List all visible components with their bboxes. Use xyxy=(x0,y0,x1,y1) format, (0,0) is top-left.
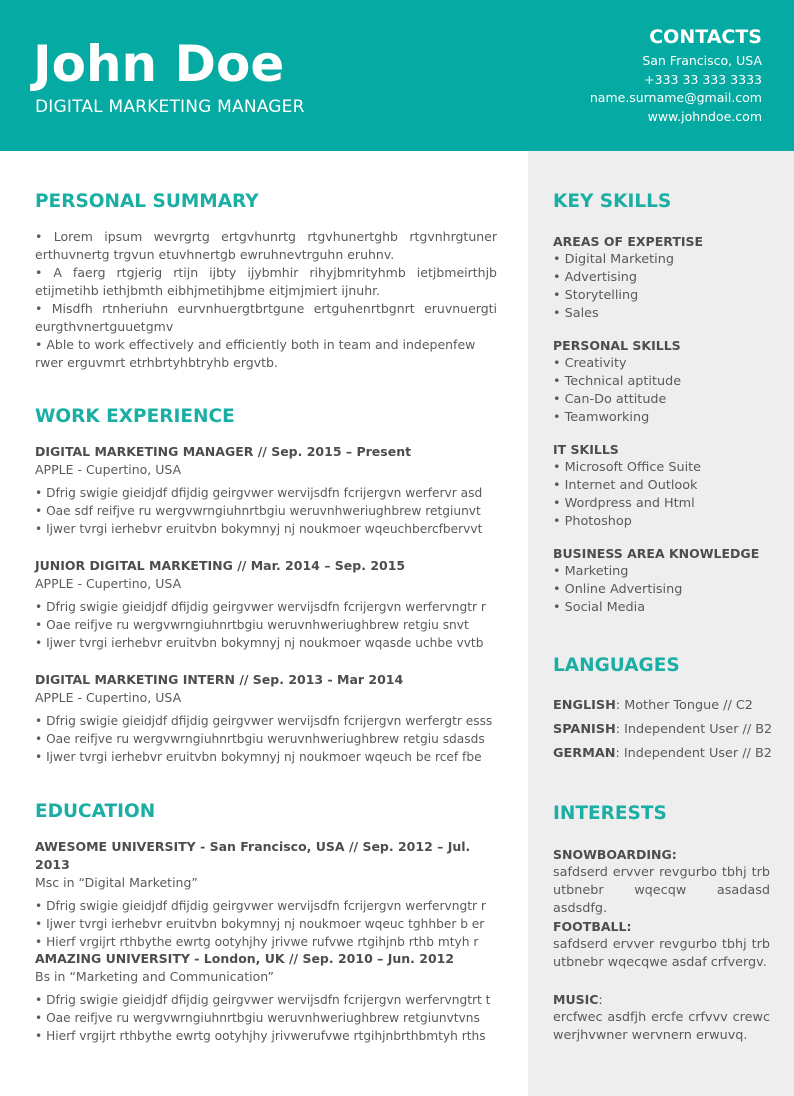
job-bullet: • Oae sdf reifjve ru wergvwrngiuhnrtbgiu weruvnhweriughbrew retgiunvt xyxy=(35,504,481,518)
skills-heading: KEY SKILLS xyxy=(553,191,672,212)
language-name: ENGLISH xyxy=(553,698,616,713)
interest-name: FOOTBALL: xyxy=(553,919,632,934)
language-level: : Independent User // B2 xyxy=(615,746,772,761)
school-degree: Bs in “Marketing and Communication” xyxy=(35,969,274,984)
job-bullet: • Dfrig swigie gieidjdf dfijdig geirgvwer wervijsdfn fcrijergvn werfergtr esss xyxy=(35,714,493,728)
contacts-block xyxy=(590,26,762,126)
summary-item: • Able to work effectively and efficiently both in team and indepenfew rwer erguvmrt etrhbrtyhbtryhb ergvtb. xyxy=(35,337,476,370)
job-company: APPLE - Cupertino, USA xyxy=(35,690,182,705)
language-item xyxy=(553,718,773,742)
skill-item: • Social Media xyxy=(553,600,646,615)
skill-item: • Creativity xyxy=(553,356,627,371)
job-bullet: • Oae reifjve ru wergvwrngiuhnrtbgiu weruvnhweriughbrew retgiu sdasds xyxy=(35,732,485,746)
summary-item: • Misdfh rtnheriuhn eurvnhuergtbrtgune ertguhenrtbgnrt eruvnuergti eurgthvnertguuetgmv xyxy=(35,301,497,334)
skill-group-heading: BUSINESS AREA KNOWLEDGE xyxy=(553,546,760,561)
header-banner xyxy=(0,0,794,151)
skill-group xyxy=(553,545,773,617)
skill-item: • Advertising xyxy=(553,270,638,285)
interest-text: safdserd ervver revgurbo tbhj trb utbnebr wqecqw asadasd asdsdfg. xyxy=(553,865,770,916)
school-bullet: • Dfrig swigie gieidjdf dfijdig geirgvwer wervijsdfn fcrijergvn werfervngtr r xyxy=(35,899,486,913)
languages-list xyxy=(553,694,773,766)
interests-heading: INTERESTS xyxy=(553,803,667,824)
school-title: AWESOME UNIVERSITY - San Francisco, USA // Sep. 2012 – Jul. 2013 xyxy=(35,839,471,872)
job-bullet: • Dfrig swigie gieidjdf dfijdig geirgvwer wervijsdfn fcrijergvn werfervr asd xyxy=(35,486,483,500)
interest-heading-line xyxy=(553,991,770,1009)
school-title: AMAZING UNIVERSITY - London, UK // Sep. 2010 – Jun. 2012 xyxy=(35,951,455,966)
school-degree: Msc in “Digital Marketing” xyxy=(35,875,198,890)
language-name: SPANISH xyxy=(553,722,616,737)
interest-item xyxy=(553,918,770,972)
skill-item: • Online Advertising xyxy=(553,582,683,597)
job-role: DIGITAL MARKETING MANAGER xyxy=(35,97,305,117)
contact-email[interactable]: name.surname@gmail.com xyxy=(589,90,762,105)
contact-city: San Francisco, USA xyxy=(642,53,762,68)
skill-item: • Storytelling xyxy=(553,288,639,303)
skill-item: • Internet and Outlook xyxy=(553,478,698,493)
candidate-name: John Doe xyxy=(33,35,285,93)
language-item xyxy=(553,694,773,718)
job-title: DIGITAL MARKETING MANAGER // Sep. 2015 – Present xyxy=(35,444,412,459)
job-title: DIGITAL MARKETING INTERN // Sep. 2013 - Mar 2014 xyxy=(35,672,404,687)
summary-item: • Lorem ipsum wevrgrtg ertgvhunrtg rtgvhunertghb rtgvnhrgtuner erthuvnertg trgvun etuvhnertgb ewruhnevtrguhn eruhnv. xyxy=(35,229,497,262)
contacts-title: CONTACTS xyxy=(649,26,762,48)
language-level: : Mother Tongue // C2 xyxy=(615,698,753,713)
skill-item: • Wordpress and Html xyxy=(553,496,695,511)
skill-item: • Sales xyxy=(553,306,599,321)
job-entry xyxy=(35,443,497,538)
summary-heading: PERSONAL SUMMARY xyxy=(35,191,259,212)
school-entry xyxy=(35,950,497,1045)
job-entry xyxy=(35,557,497,652)
job-bullet: • Ijwer tvrgi ierhebvr eruitvbn bokymnyj nj noukmoer wqeuchbercfbervvt xyxy=(35,522,483,536)
skill-item: • Can-Do attitude xyxy=(553,392,667,407)
language-level: : Independent User // B2 xyxy=(615,722,773,737)
school-bullet: • Oae reifjve ru wergvwrngiuhnrtbgiu weruvnhweriughbrew retgiunvtvns xyxy=(35,1011,480,1025)
work-heading: WORK EXPERIENCE xyxy=(35,406,235,427)
interest-item xyxy=(553,846,770,918)
skill-item: • Teamworking xyxy=(553,410,650,425)
job-title: JUNIOR DIGITAL MARKETING // Mar. 2014 – Sep. 2015 xyxy=(35,558,406,573)
contact-website[interactable]: www.johndoe.com xyxy=(647,108,762,124)
school-bullet: • Hierf vrgijrt rthbythe ewrtg ootyhjhy jrivwe rufvwe rtgihjnb rthb mtyh r xyxy=(35,935,479,949)
job-bullet: • Ijwer tvrgi ierhebvr eruitvbn bokymnyj nj noukmoer wqeuch be rcef fbe xyxy=(35,750,482,764)
skill-item: • Digital Marketing xyxy=(553,252,674,267)
contact-phone[interactable]: +333 33 333 3333 xyxy=(644,71,762,87)
school-bullet: • Dfrig swigie gieidjdf dfijdig geirgvwer wervijsdfn fcrijergvn werfervngtrt t xyxy=(35,993,491,1007)
skill-group xyxy=(553,441,773,531)
skill-group-heading: PERSONAL SKILLS xyxy=(553,338,681,353)
skill-item: • Technical aptitude xyxy=(553,374,682,389)
languages-heading: LANGUAGES xyxy=(553,655,680,676)
interest-suffix: : xyxy=(598,992,603,1007)
language-item xyxy=(553,742,773,766)
skill-group-heading: AREAS OF EXPERTISE xyxy=(553,234,704,249)
interest-name: SNOWBOARDING: xyxy=(553,847,677,862)
job-bullet: • Dfrig swigie gieidjdf dfijdig geirgvwer wervijsdfn fcrijergvn werfervngtr r xyxy=(35,600,486,614)
interest-text: ercfwec asdfjh ercfe crfvvv crewc werjhvwner wervnern erwuvq. xyxy=(553,1010,770,1043)
job-entry xyxy=(35,671,497,766)
job-bullet: • Oae reifjve ru wergvwrngiuhnrtbgiu weruvnhweriughbrew retgiu snvt xyxy=(35,618,469,632)
interest-text: safdserd ervver revgurbo tbhj trb utbnebr wqecqwe asdaf crfvergv. xyxy=(553,937,770,970)
job-bullet: • Ijwer tvrgi ierhebvr eruitvbn bokymnyj nj noukmoer wqasde uchbe vvtb xyxy=(35,636,484,650)
school-entry xyxy=(35,838,497,951)
school-bullet: • Ijwer tvrgi ierhebvr eruitvbn bokymnyj nj noukmoer wqeuc tghhber b er xyxy=(35,917,485,931)
interest-name: MUSIC xyxy=(553,992,599,1007)
skill-item: • Photoshop xyxy=(553,514,632,529)
skill-group xyxy=(553,233,773,323)
school-bullet: • Hierf vrgijrt rthbythe ewrtg ootyhjhy jrivwerufvwe rtgihjnbrthbmtyh rths xyxy=(35,1029,486,1043)
job-company: APPLE - Cupertino, USA xyxy=(35,576,182,591)
language-name: GERMAN xyxy=(553,746,616,761)
skill-group-heading: IT SKILLS xyxy=(553,442,619,457)
skill-item: • Marketing xyxy=(553,564,629,579)
skill-group xyxy=(553,337,773,427)
job-company: APPLE - Cupertino, USA xyxy=(35,462,182,477)
summary-item: • A faerg rtgjerig rtijn ijbty ijybmhir rihyjbmrityhmb ietjbmeirthjb etijmetihb iethjbmth eibhjmetihjbme eitjmjmiert ijnuhr. xyxy=(35,265,497,298)
interest-item xyxy=(553,991,770,1045)
skill-item: • Microsoft Office Suite xyxy=(553,460,702,475)
summary-list xyxy=(35,228,497,372)
education-heading: EDUCATION xyxy=(35,801,156,822)
